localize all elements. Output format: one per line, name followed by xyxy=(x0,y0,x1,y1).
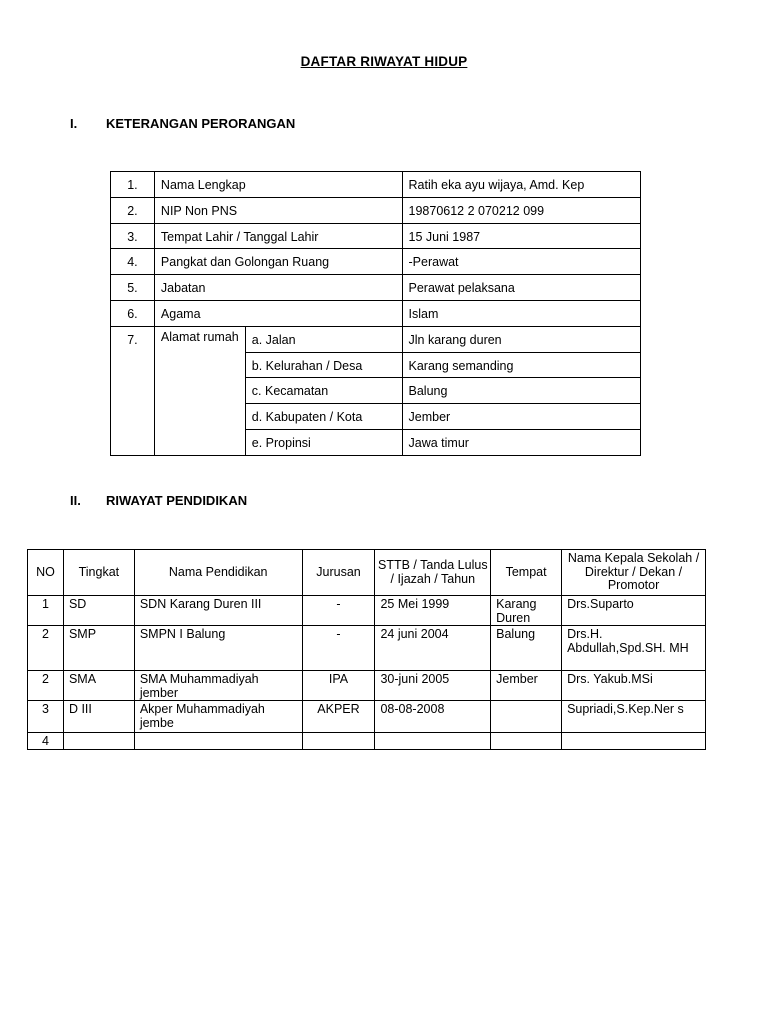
table-cell: Drs. Yakub.MSi xyxy=(562,671,706,701)
address-subfield: c. Kecamatan xyxy=(245,378,402,404)
table-row xyxy=(28,626,706,671)
table-cell: - xyxy=(302,626,375,671)
address-value: Karang semanding xyxy=(402,352,640,378)
column-header: Jurusan xyxy=(302,550,375,596)
field-label: NIP Non PNS xyxy=(154,197,402,223)
table-header-row xyxy=(28,550,706,596)
table-row xyxy=(111,223,641,249)
table-row xyxy=(111,326,641,352)
column-header: STTB / Tanda Lulus / Ijazah / Tahun xyxy=(375,550,491,596)
table-cell: Jember xyxy=(491,671,562,701)
table-cell: SMPN I Balung xyxy=(134,626,302,671)
address-subfield: e. Propinsi xyxy=(245,429,402,455)
table-cell: - xyxy=(302,596,375,626)
field-label: Jabatan xyxy=(154,275,402,301)
table-cell: SD xyxy=(63,596,134,626)
table-row xyxy=(111,300,641,326)
address-value: Jember xyxy=(402,404,640,430)
column-header: Nama Kepala Sekolah / Direktur / Dekan / Promotor xyxy=(562,550,706,596)
table-cell: 30-juni 2005 xyxy=(375,671,491,701)
table-cell: SMA xyxy=(63,671,134,701)
field-label: Tempat Lahir / Tanggal Lahir xyxy=(154,223,402,249)
table-cell: Karang Duren xyxy=(491,596,562,626)
education-table xyxy=(27,549,706,750)
table-cell: Balung xyxy=(491,626,562,671)
column-header: Tempat xyxy=(491,550,562,596)
field-label: Pangkat dan Golongan Ruang xyxy=(154,249,402,275)
field-value: -Perawat xyxy=(402,249,640,275)
address-value: Balung xyxy=(402,378,640,404)
address-subfield: b. Kelurahan / Desa xyxy=(245,352,402,378)
field-label: Nama Lengkap xyxy=(154,172,402,198)
table-cell: 1 xyxy=(28,596,64,626)
table-row xyxy=(111,249,641,275)
field-value: Ratih eka ayu wijaya, Amd. Kep xyxy=(402,172,640,198)
field-value: 15 Juni 1987 xyxy=(402,223,640,249)
address-value: Jln karang duren xyxy=(402,326,640,352)
table-row xyxy=(28,596,706,626)
table-cell xyxy=(302,733,375,750)
table-cell: 08-08-2008 xyxy=(375,701,491,733)
row-number: 3. xyxy=(111,223,155,249)
table-cell: 25 Mei 1999 xyxy=(375,596,491,626)
table-cell xyxy=(491,701,562,733)
table-cell: 2 xyxy=(28,671,64,701)
table-cell: 3 xyxy=(28,701,64,733)
address-subfield: d. Kabupaten / Kota xyxy=(245,404,402,430)
address-label: Alamat rumah xyxy=(154,326,245,455)
table-cell: 2 xyxy=(28,626,64,671)
table-cell: IPA xyxy=(302,671,375,701)
section-number: I. xyxy=(70,116,78,131)
section-label: RIWAYAT PENDIDIKAN xyxy=(106,493,248,508)
column-header: Tingkat xyxy=(63,550,134,596)
field-value: Perawat pelaksana xyxy=(402,275,640,301)
table-cell: 4 xyxy=(28,733,64,750)
table-cell: Drs.Suparto xyxy=(562,596,706,626)
table-cell: AKPER xyxy=(302,701,375,733)
personal-info-table xyxy=(110,171,641,456)
row-number: 4. xyxy=(111,249,155,275)
address-subfield: a. Jalan xyxy=(245,326,402,352)
row-number: 5. xyxy=(111,275,155,301)
row-number: 7. xyxy=(111,326,155,455)
table-cell: Akper Muhammadiyah jembe xyxy=(134,701,302,733)
table-cell xyxy=(562,733,706,750)
table-cell: 24 juni 2004 xyxy=(375,626,491,671)
table-cell xyxy=(375,733,491,750)
section-number: II. xyxy=(70,493,81,508)
table-cell: Supriadi,S.Kep.Ner s xyxy=(562,701,706,733)
field-value: Islam xyxy=(402,300,640,326)
table-cell: Drs.H. Abdullah,Spd.SH. MH xyxy=(562,626,706,671)
table-row xyxy=(111,197,641,223)
document-title: DAFTAR RIWAYAT HIDUP xyxy=(300,54,468,69)
table-cell: D III xyxy=(63,701,134,733)
table-row xyxy=(111,275,641,301)
address-value: Jawa timur xyxy=(402,429,640,455)
row-number: 6. xyxy=(111,300,155,326)
table-row xyxy=(28,701,706,733)
table-row xyxy=(111,172,641,198)
column-header: Nama Pendidikan xyxy=(134,550,302,596)
table-cell: SDN Karang Duren III xyxy=(134,596,302,626)
field-value: 19870612 2 070212 099 xyxy=(402,197,640,223)
column-header: NO xyxy=(28,550,64,596)
row-number: 1. xyxy=(111,172,155,198)
table-cell xyxy=(491,733,562,750)
table-cell xyxy=(134,733,302,750)
table-cell: SMA Muhammadiyah jember xyxy=(134,671,302,701)
field-label: Agama xyxy=(154,300,402,326)
table-row xyxy=(28,671,706,701)
table-row xyxy=(28,733,706,750)
table-cell: SMP xyxy=(63,626,134,671)
table-cell xyxy=(63,733,134,750)
row-number: 2. xyxy=(111,197,155,223)
section-label: KETERANGAN PERORANGAN xyxy=(106,116,296,131)
